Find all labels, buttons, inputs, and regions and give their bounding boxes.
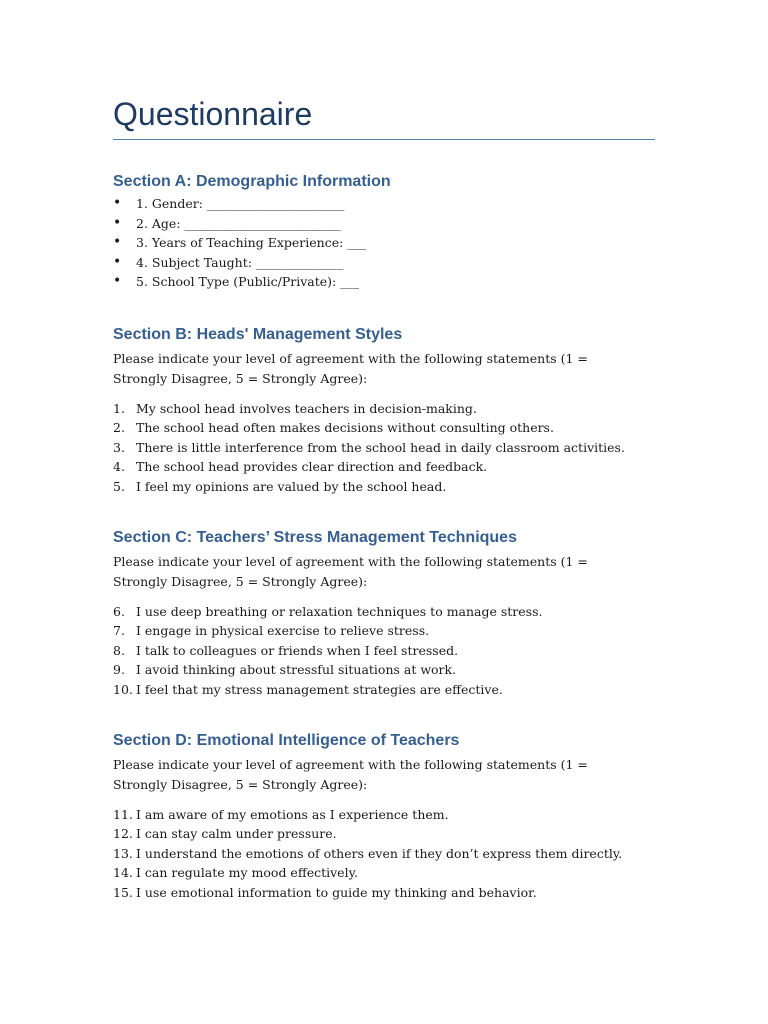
section-c: [113, 528, 655, 591]
statement-text: I can stay calm under pressure.: [136, 826, 337, 842]
statement-item: [113, 602, 655, 621]
section-c-heading: Section C: Teachers’ Stress Management Techniques: [113, 529, 517, 546]
statement-item: [113, 418, 655, 437]
demographic-list: [113, 194, 655, 292]
section-d: [113, 731, 655, 794]
statement-number: 9.: [113, 662, 125, 678]
list-item-text: 4. Subject Taught: ______________: [136, 254, 344, 270]
statement-item: [113, 844, 655, 863]
bullet-icon: •: [113, 195, 122, 211]
list-item-text: 2. Age: _________________________: [136, 215, 341, 231]
list-item: [113, 272, 655, 292]
statement-text: I can regulate my mood effectively.: [136, 865, 358, 881]
section-d-statements: [113, 805, 655, 902]
statement-text: I am aware of my emotions as I experience them.: [136, 807, 449, 822]
list-item-text: 5. School Type (Public/Private): ___: [136, 274, 359, 289]
statement-text: I engage in physical exercise to relieve stress.: [136, 623, 430, 639]
section-c-statements: [113, 602, 655, 699]
statement-number: 7.: [113, 623, 125, 639]
document-title: Questionnaire: [113, 96, 313, 132]
bullet-icon: •: [113, 273, 122, 289]
statement-text: My school head involves teachers in decision-making.: [136, 401, 477, 416]
statement-text: I use deep breathing or relaxation techniques to manage stress.: [136, 604, 543, 619]
statement-text: I feel that my stress management strategies are effective.: [136, 681, 503, 697]
statement-text: I talk to colleagues or friends when I feel stressed.: [136, 642, 459, 658]
statement-number: 11.: [113, 807, 133, 822]
statement-number: 14.: [113, 865, 133, 881]
statement-text: I avoid thinking about stressful situations at work.: [136, 662, 457, 678]
section-a: [113, 172, 655, 292]
list-item: [113, 214, 655, 234]
statement-number: 10.: [113, 681, 133, 697]
statement-item: [113, 457, 655, 476]
statement-text: I feel my opinions are valued by the school head.: [136, 478, 447, 494]
statement-number: 4.: [113, 459, 125, 475]
statement-text: I use emotional information to guide my thinking and behavior.: [136, 884, 537, 900]
statement-number: 8.: [113, 642, 125, 658]
statement-item: [113, 438, 655, 457]
statement-item: [113, 805, 655, 824]
title-divider: [113, 139, 655, 140]
statement-item: [113, 641, 655, 660]
section-b-statements: [113, 399, 655, 496]
statement-number: 1.: [113, 401, 125, 416]
statement-item: [113, 621, 655, 640]
bullet-icon: •: [113, 214, 122, 231]
list-item: [113, 233, 655, 253]
list-item-text: 1. Gender: ______________________: [136, 196, 345, 211]
statement-item: [113, 399, 655, 418]
section-b-heading: Section B: Heads' Management Styles: [113, 326, 403, 343]
section-b-instructions: Please indicate your level of agreement with the following statements (1 = Strongly Disagree, 5 = Strongly Agree):: [113, 351, 588, 386]
statement-item: [113, 863, 655, 882]
statement-number: 15.: [113, 884, 133, 900]
statement-number: 12.: [113, 826, 133, 842]
section-c-instructions: Please indicate your level of agreement with the following statements (1 = Strongly Disagree, 5 = Strongly Agree):: [113, 554, 588, 589]
statement-number: 3.: [113, 439, 125, 455]
list-item: [113, 194, 655, 214]
section-d-instructions: Please indicate your level of agreement with the following statements (1 = Strongly Disagree, 5 = Strongly Agree):: [113, 757, 588, 792]
statement-number: 6.: [113, 604, 125, 619]
statement-number: 2.: [113, 420, 125, 436]
bullet-icon: •: [113, 253, 122, 270]
statement-number: 13.: [113, 845, 133, 861]
section-b: [113, 325, 655, 388]
statement-text: The school head provides clear direction and feedback.: [136, 459, 488, 475]
statement-text: There is little interference from the school head in daily classroom activities.: [136, 439, 625, 455]
list-item-text: 3. Years of Teaching Experience: ___: [136, 235, 367, 250]
statement-text: I understand the emotions of others even if they don’t express them directly.: [136, 845, 623, 861]
statement-item: [113, 824, 655, 843]
statement-item: [113, 680, 655, 699]
statement-item: [113, 660, 655, 679]
section-d-heading: Section D: Emotional Intelligence of Teachers: [113, 732, 460, 749]
section-a-heading: Section A: Demographic Information: [113, 173, 391, 190]
statement-text: The school head often makes decisions without consulting others.: [136, 420, 554, 436]
list-item: [113, 253, 655, 273]
statement-item: [113, 477, 655, 496]
statement-item: [113, 883, 655, 902]
bullet-icon: •: [113, 234, 122, 250]
statement-number: 5.: [113, 478, 125, 494]
